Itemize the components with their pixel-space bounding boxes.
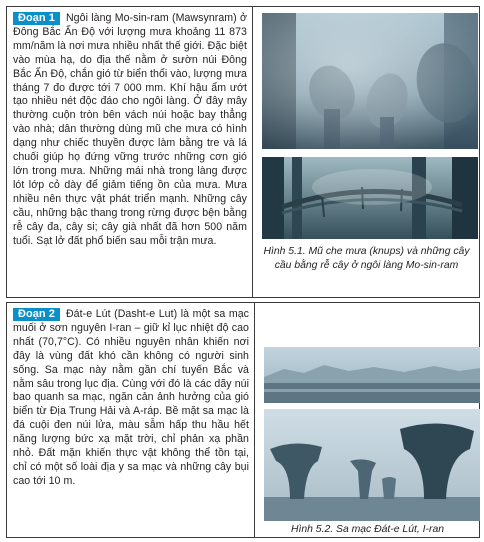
section-1-body: Ngôi làng Mo-sin-ram (Mawsynram) ở Đông Bắc Ấn Độ với lượng mưa khoảng 11 873 mm/năm là nơi mưa nhiều nhất thế giới. Đặc biệt vào mùa hạ, do địa thế nằm ở sườn núi Đông Bắc Ấn Độ, chắn gió từ biển thổi vào, lượng mưa tháng 7 đo được tới 7 000 mm. Khí hậu ẩm ướt tạo nhiều nét độc đáo cho ngôi làng. Ở đây mây thường cuộn tròn bên vách núi hoặc bay thẳng vào nhà; dân thường dùng mũ che mưa có hình dạng như chiếc thuyền được làm bằng tre và lá chuối giúp họ đứng vững trước những cơn gió lớn trong mưa. Những mái nhà trong làng được lót lớp cỏ dày để giảm tiếng ồn của mưa. Mưa nhiều nên thực vật phát triển mạnh. Những cây cầu, những bậc thang trong rừng được bện bằng rễ cây đa, cây si; cây già nhất đã hơn 500 năm tuổi. Sạt lở đất phổ biến sau mỗi trận mưa. bbox=[13, 12, 247, 247]
rain-hats-image bbox=[262, 13, 478, 149]
desert-landscape-image bbox=[264, 347, 480, 403]
figure-5-2-caption: Hình 5.2. Sa mạc Đát-e Lút, I-ran bbox=[290, 524, 445, 535]
photo-desert-landscape bbox=[264, 347, 480, 403]
photo-rain-hats bbox=[262, 13, 478, 149]
photo-root-bridge bbox=[262, 157, 478, 239]
figure-5-1 bbox=[254, 7, 479, 297]
rock-formations-image bbox=[264, 409, 480, 521]
photo-rock-formations bbox=[264, 409, 480, 521]
section-1 bbox=[6, 6, 480, 298]
section-2 bbox=[6, 302, 480, 538]
figure-5-1-caption: Hình 5.1. Mũ che mưa (knups) và những cây cầu bằng rễ cây ở ngôi làng Mo-sin-ram bbox=[263, 246, 470, 271]
section-2-text-column bbox=[7, 303, 255, 537]
section-2-paragraph bbox=[13, 308, 249, 489]
section-1-text-column bbox=[7, 7, 253, 297]
section-2-body: Đát-e Lút (Dasht-e Lut) là một sa mạc muối ở sơn nguyên I-ran – giữ kỉ lục nhiệt độ cao nhất (70,7°C). Có nhiều nguyên nhân khiến nơi đây là vùng đất khó cần không có người sinh sống. Sa mạc này nằm gần chí tuyến Bắc và nằm sâu trong lục địa. Cùng với đó là các dãy núi bao quanh sa mạc, ngăn cản ảnh hưởng của gió biển từ Địa Trung Hải và A-ráp. Bề mặt sa mạc là đá cuội đen núi lửa, màu sẫm hấp thu hầu hết năng lượng bức xạ mặt trời, chỉ phản xạ phần nhỏ. Đất mặn khiến thực vật không thể tồn tại, chỉ có một số loài địa y sa mạc và những cây bụi cao tới 10 m. bbox=[13, 308, 249, 487]
section-1-paragraph bbox=[13, 12, 247, 248]
section-2-tag: Đoạn 2 bbox=[13, 308, 60, 321]
figure-5-2 bbox=[256, 303, 479, 537]
root-bridge-image bbox=[262, 157, 478, 239]
section-1-tag: Đoạn 1 bbox=[13, 12, 60, 25]
